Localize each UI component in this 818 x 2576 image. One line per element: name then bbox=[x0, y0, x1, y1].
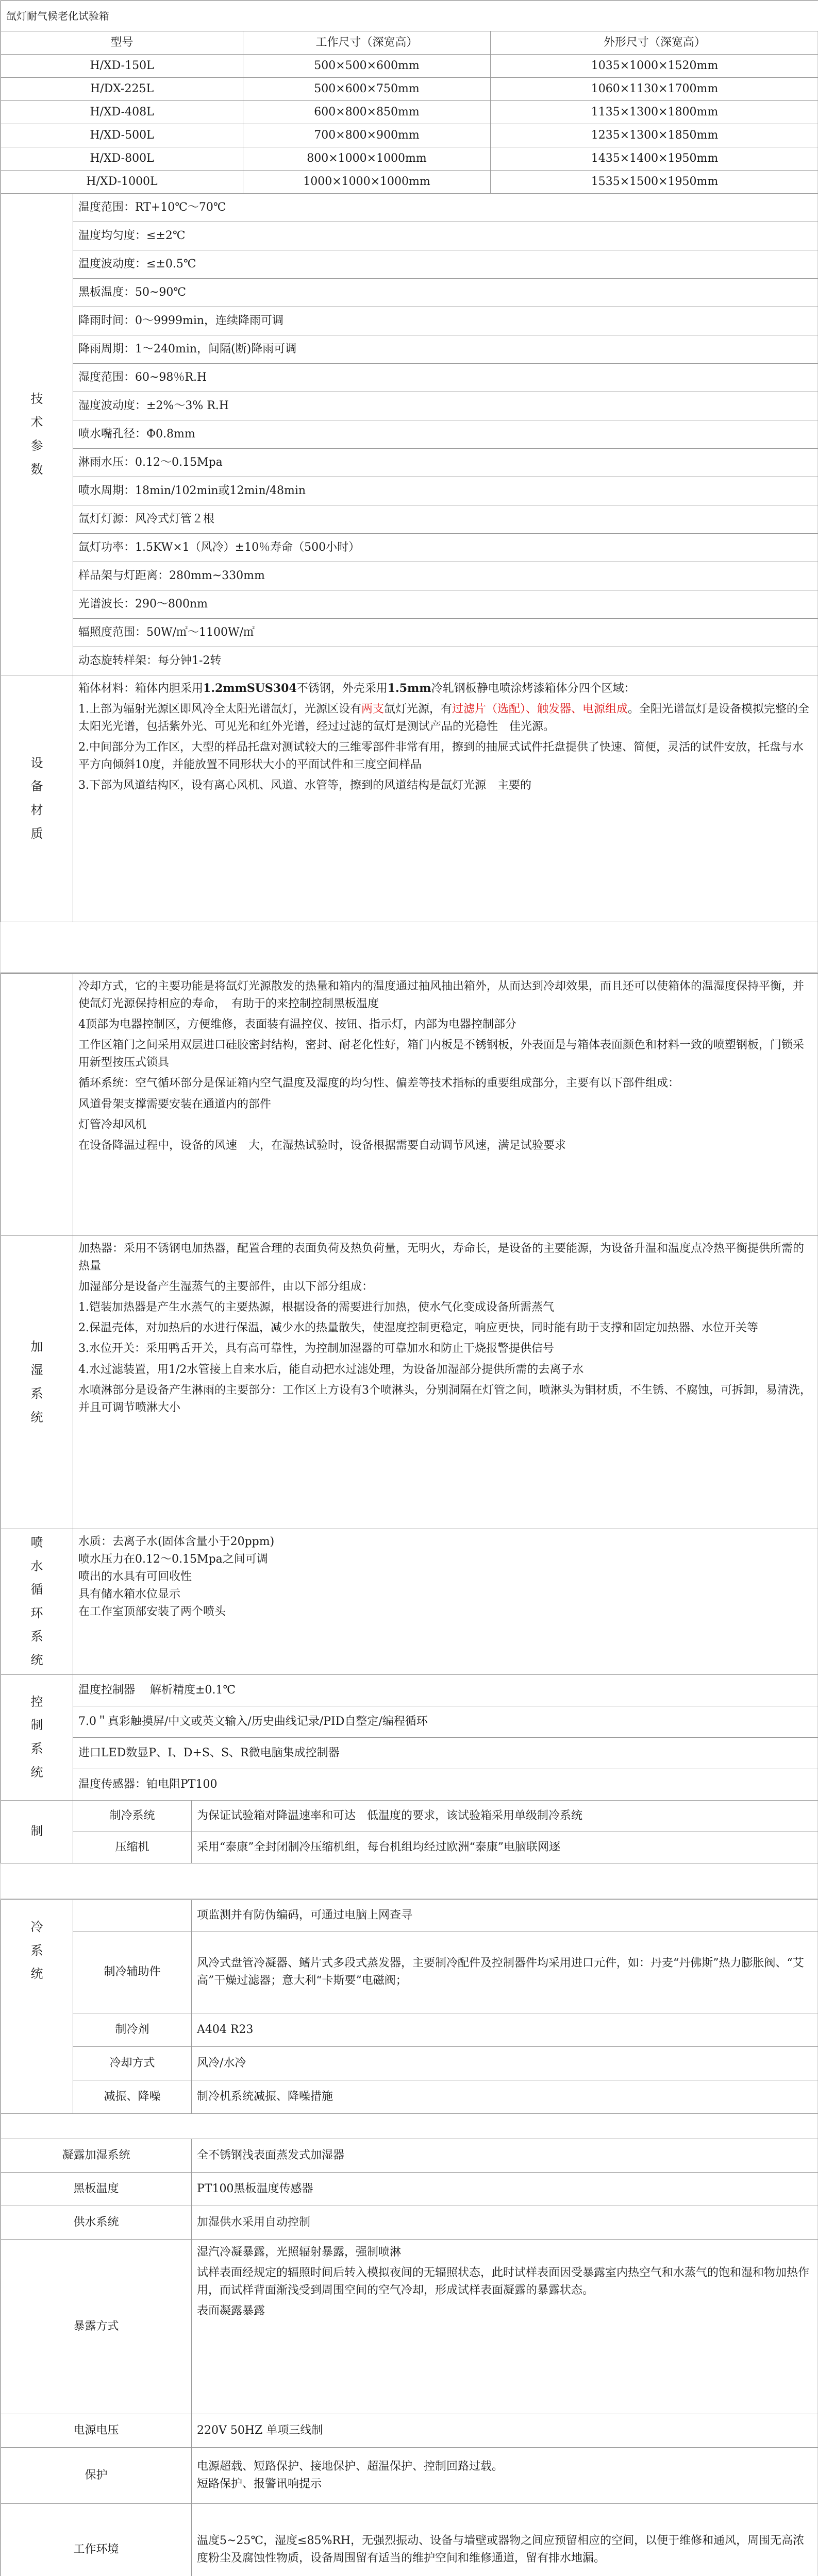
params-label-char: 术 bbox=[30, 415, 43, 430]
model-work-size: 700×800×900mm bbox=[243, 124, 491, 147]
control-line: 7.0＂真彩触摸屏/中文或英文输入/历史曲线记录/PID自整定/编程循环 bbox=[73, 1706, 818, 1737]
cool-row-label: 冷却方式 bbox=[73, 2047, 192, 2080]
spray-label-char: 水 bbox=[30, 1558, 43, 1573]
humid-para: 1.铠装加热器是产生水蒸气的主要热源，根据设备的需要进行加热，使水气化变成设备所需蒸气 bbox=[78, 1301, 554, 1314]
cooling-system-label bbox=[1, 1900, 73, 2114]
header-outer-size: 外形尺寸（深宽高） bbox=[491, 31, 818, 55]
spray-description bbox=[73, 1529, 818, 1675]
environment-label: 工作环境 bbox=[1, 2504, 192, 2576]
spec-sheet-part-3 bbox=[0, 1899, 818, 2576]
spray-line: 喷出的水具有可回收性 bbox=[78, 1570, 192, 1584]
params-table bbox=[1, 193, 818, 675]
equip-intro-text: 冷轧钢板静电喷涂烤漆箱体分四个区域： bbox=[431, 682, 636, 695]
humid-label-char: 湿 bbox=[30, 1363, 43, 1378]
cont-para: 冷却方式，它的主要功能是将氙灯光源散发的热量和箱内的温度通过抽风抽出箱外，从而达到冷却效果，而且还可以使箱体的温湿度保持平衡，并使氙灯光源保持相应的寿命， 有助于的来控制控制黑板温度 bbox=[78, 980, 805, 1011]
system-row-value: 加湿供水采用自动控制 bbox=[192, 2206, 818, 2240]
equip-para-1 bbox=[78, 701, 813, 736]
spray-label bbox=[1, 1529, 73, 1675]
humid-para: 2.保温壳体，对加热后的水进行保温，减少水的热量散失，使湿度控制更稳定，响应更快，同时能有助于支撑和固定加热器、水位开关等 bbox=[78, 1321, 758, 1335]
control-label-char: 系 bbox=[30, 1741, 43, 1756]
humid-para: 水喷淋部分是设备产生淋雨的主要部分：工作区上方设有3个喷淋头，分别洞隔在灯管之间，喷淋头为铜材质，不生锈、不腐蚀，可拆卸，易清洗，并且可调节喷淋大小 bbox=[78, 1383, 812, 1414]
control-label-char: 统 bbox=[30, 1765, 43, 1780]
spray-line: 喷水压力在0.12～0.15Mpa之间可调 bbox=[78, 1553, 268, 1566]
model-outer-size: 1435×1400×1950mm bbox=[491, 147, 818, 171]
equipment-description bbox=[73, 675, 818, 922]
cool-sys-label-char: 统 bbox=[30, 1967, 43, 1981]
params-label-char: 参 bbox=[30, 438, 43, 453]
equip-p1-text: 氙灯光源，有 bbox=[384, 703, 453, 716]
param-xenon-power: 氙灯功率：1.5KW×1（风冷）±10％寿命（500小时） bbox=[73, 534, 818, 562]
cooling-label bbox=[1, 1800, 73, 1863]
model-row bbox=[1, 78, 818, 101]
cont-para: 循环系统：空气循环部分是保证箱内空气温度及湿度的均匀性、偏差等技术指标的重要组成部分，主要有以下部件组成： bbox=[78, 1077, 680, 1090]
power-label: 电源电压 bbox=[1, 2414, 192, 2448]
cooling-row-label: 压缩机 bbox=[73, 1832, 192, 1863]
cooling-label-char: 制 bbox=[30, 1824, 43, 1839]
cool-row-value: 风冷式盘管冷凝器、鳍片式多段式蒸发器，主要制冷配件及控制器件均采用进口元件，如：丹麦“丹佛斯”热力膨胀阀、“艾高”干燥过滤器；意大利“卡斯要”电磁阀； bbox=[192, 1931, 818, 2013]
cont-para: 4顶部为电器控制区，方便维修，表面装有温控仪、按钮、指示灯，内部为电器控制部分 bbox=[78, 1018, 516, 1031]
spec-table-1 bbox=[1, 1, 818, 194]
humid-label-char: 系 bbox=[30, 1386, 43, 1401]
spacer-row bbox=[1, 2114, 818, 2139]
cool-row-value: 制冷机系统减振、降噪措施 bbox=[192, 2080, 818, 2114]
model-name: H/XD-150L bbox=[1, 55, 243, 78]
cool-row-label: 减振、降噪 bbox=[73, 2080, 192, 2114]
environment-description: 温度5~25℃，湿度≤85%RH，无强烈振动、设备与墙壁或器物之间应预留相应的空间，以便于维修和通风，周围无高浓度粉尘及腐蚀性物质，设备周围留有适当的维护空间和维修通道，留有排水地漏。 bbox=[192, 2504, 818, 2576]
model-name: H/XD-408L bbox=[1, 101, 243, 124]
system-row-value: PT100黑板温度传感器 bbox=[192, 2173, 818, 2206]
spray-label-char: 统 bbox=[30, 1652, 43, 1667]
model-work-size: 800×1000×1000mm bbox=[243, 147, 491, 171]
params-label-char: 数 bbox=[30, 462, 43, 477]
param-rain-cycle: 降雨周期：1～240min，间隔(断)降雨可调 bbox=[73, 335, 818, 364]
spec-table-3 bbox=[1, 1900, 818, 2576]
equip-p1-text: 1.上部为辐射光源区即风冷全太阳光谱氙灯，光源区设有 bbox=[78, 703, 361, 716]
param-temp-range: 温度范围：RT+10℃～70℃ bbox=[73, 194, 818, 222]
title-row bbox=[1, 1, 818, 31]
spray-label-char: 环 bbox=[30, 1605, 43, 1620]
spray-label-char: 循 bbox=[30, 1582, 43, 1597]
product-title: 氙灯耐气候老化试验箱 bbox=[1, 1, 818, 31]
param-rotating-rack: 动态旋转样架：每分钟1-2转 bbox=[73, 647, 818, 675]
equip-intro-bold: 1.2mmSUS304 bbox=[203, 682, 297, 695]
cool-sys-label-char: 冷 bbox=[30, 1920, 43, 1934]
equip-intro-bold: 1.5mm bbox=[387, 682, 431, 695]
equipment-continued bbox=[73, 974, 818, 1236]
param-humidity-range: 湿度范围：60~98％R.H bbox=[73, 364, 818, 392]
model-outer-size: 1035×1000×1520mm bbox=[491, 55, 818, 78]
param-xenon-source: 氙灯灯源：风冷式灯管２根 bbox=[73, 505, 818, 534]
spray-line: 具有储水箱水位显示 bbox=[78, 1588, 181, 1601]
equip-label-char: 质 bbox=[30, 826, 43, 841]
system-row-label: 黑板温度 bbox=[1, 2173, 192, 2206]
cool-row-label: 制冷剂 bbox=[73, 2013, 192, 2047]
cooling-row-label: 制冷系统 bbox=[73, 1800, 192, 1832]
model-work-size: 600×800×850mm bbox=[243, 101, 491, 124]
control-line: 温度传感器：铂电阻PT100 bbox=[73, 1769, 818, 1800]
spec-sheet-part-2 bbox=[0, 973, 818, 1899]
param-irradiance: 辐照度范围：50W/㎡～1100W/㎡ bbox=[73, 619, 818, 647]
param-nozzle-diameter: 喷水嘴孔径：Φ0.8mm bbox=[73, 420, 818, 449]
cool-top-text: 项监测并有防伪编码，可通过电脑上网查寻 bbox=[192, 1900, 818, 1931]
humidify-description bbox=[73, 1236, 818, 1529]
equip-para-2: 2.中间部分为工作区，大型的样品托盘对测试较大的三维零部件非常有用，擦到的抽屉式试件托盘提供了快速、简便，灵活的试件安放，托盘与水平方向倾斜10度，并能放置不同形状大小的平面试件和三度空间样品 bbox=[78, 741, 804, 772]
param-rain-pressure: 淋雨水压：0.12～0.15Mpa bbox=[73, 449, 818, 477]
model-name: H/XD-1000L bbox=[1, 171, 243, 194]
header-work-size: 工作尺寸（深宽高） bbox=[243, 31, 491, 55]
cont-para: 风道骨架支撑需要安装在通道内的部件 bbox=[78, 1097, 272, 1111]
param-blackboard-temp: 黑板温度：50~90℃ bbox=[73, 279, 818, 307]
model-row bbox=[1, 171, 818, 194]
params-label-char: 技 bbox=[30, 391, 43, 406]
protection-label: 保护 bbox=[1, 2448, 192, 2504]
param-spray-cycle: 喷水周期：18min/102min或12min/48min bbox=[73, 477, 818, 505]
control-line: 进口LED数显P、I、D+S、S、R微电脑集成控制器 bbox=[73, 1737, 818, 1769]
protection-description bbox=[192, 2448, 818, 2504]
equip-label-char: 设 bbox=[30, 755, 43, 770]
spray-label-char: 喷 bbox=[30, 1535, 43, 1550]
humidify-label bbox=[1, 1236, 73, 1529]
cool-row-value: 风冷/水冷 bbox=[192, 2047, 818, 2080]
param-humidity-fluctuation: 湿度波动度：±2%～3% R.H bbox=[73, 392, 818, 420]
equip-para-3: 3.下部为风道结构区，设有离心风机、风道、水管等，擦到的风道结构是氙灯光源 主要的 bbox=[78, 779, 531, 792]
param-temp-uniformity: 温度均匀度：≤±2℃ bbox=[73, 222, 818, 250]
model-work-size: 1000×1000×1000mm bbox=[243, 171, 491, 194]
param-rain-time: 降雨时间：0～9999min，连续降雨可调 bbox=[73, 307, 818, 335]
cool-sys-label-char: 系 bbox=[30, 1943, 43, 1958]
humid-para: 3.水位开关：采用鸭舌开关，具有高可靠性，为控制加湿器的可靠加水和防止干烧报警提供信号 bbox=[78, 1342, 554, 1355]
spray-line: 在工作室顶部安装了两个喷头 bbox=[78, 1605, 226, 1619]
cool-row-label: 制冷辅助件 bbox=[73, 1931, 192, 2013]
exposure-line: 试样表面经规定的辐照时间后转入模拟夜间的无辐照状态，此时试样表面因受暴露室内热空气和水蒸气的饱和湿和物加热作用，而试样背面渐浅受到周围空间的空气冷却，形成试样表面凝露的暴露状态。 bbox=[197, 2266, 810, 2297]
equip-label-char: 备 bbox=[30, 779, 43, 794]
exposure-description bbox=[192, 2240, 818, 2414]
cont-label-cell bbox=[1, 974, 73, 1236]
humid-label-char: 统 bbox=[30, 1410, 43, 1425]
model-outer-size: 1535×1500×1950mm bbox=[491, 171, 818, 194]
equip-intro-text: 不锈钢，外壳采用 bbox=[296, 682, 388, 695]
equip-intro bbox=[78, 680, 813, 698]
humid-para: 加热器：采用不锈钢电加热器，配置合理的表面负荷及热负荷量，无明火，寿命长，是设备的主要能源，为设备升温和温度点冷热平衡提供所需的热量 bbox=[78, 1242, 805, 1273]
equip-label-char: 材 bbox=[30, 803, 43, 817]
power-value: 220V 50HZ 单项三线制 bbox=[192, 2414, 818, 2448]
system-row-label: 凝露加湿系统 bbox=[1, 2139, 192, 2173]
model-row bbox=[1, 55, 818, 78]
cool-row-value: A404 R23 bbox=[192, 2013, 818, 2047]
equipment-material-table bbox=[1, 675, 818, 922]
model-name: H/XD-800L bbox=[1, 147, 243, 171]
cont-para: 灯管冷却风机 bbox=[78, 1118, 147, 1131]
equip-intro-text: 箱体材料：箱体内胆采用 bbox=[78, 682, 204, 695]
exposure-label: 暴露方式 bbox=[1, 2240, 192, 2414]
control-label-char: 制 bbox=[30, 1718, 43, 1733]
system-row-label: 供水系统 bbox=[1, 2206, 192, 2240]
model-name: H/XD-500L bbox=[1, 124, 243, 147]
equip-p1-text: 。全阳光谱氙灯是设备模拟完整的全太阳光光谱，包括紫外光、可见光和红外光谱，经过过滤的氙灯是测试产品的光稳性 佳光源。 bbox=[78, 703, 810, 734]
cooling-row-value: 为保证试验箱对降温速率和可达 低温度的要求，该试验箱采用单级制冷系统 bbox=[192, 1800, 818, 1832]
equip-p1-highlight: 两支 bbox=[361, 703, 385, 716]
control-line: 温度控制器 解析精度±0.1℃ bbox=[73, 1674, 818, 1706]
params-label bbox=[1, 194, 73, 675]
model-row bbox=[1, 124, 818, 147]
exposure-line: 表面凝露暴露 bbox=[197, 2304, 265, 2318]
param-spectrum: 光谱波长：290～800nm bbox=[73, 590, 818, 619]
model-name: H/DX-225L bbox=[1, 78, 243, 101]
param-row bbox=[1, 194, 818, 222]
model-row bbox=[1, 101, 818, 124]
humid-label-char: 加 bbox=[30, 1339, 43, 1354]
cont-para: 工作区箱门之间采用双层进口硅胶密封结构，密封、耐老化性好，箱门内板是不锈钢板，外表面是与箱体表面颜色和材料一致的喷塑钢板，门锁采用新型按压式锁具 bbox=[78, 1039, 805, 1070]
header-model: 型号 bbox=[1, 31, 243, 55]
model-row bbox=[1, 147, 818, 171]
exposure-line: 湿汽冷凝暴露，光照辐射暴露，强制喷淋 bbox=[197, 2246, 402, 2259]
control-label-char: 控 bbox=[30, 1694, 43, 1709]
spec-table-2 bbox=[1, 973, 818, 1863]
spray-label-char: 系 bbox=[30, 1629, 43, 1644]
system-row-value: 全不锈钢浅表面蒸发式加湿器 bbox=[192, 2139, 818, 2173]
model-outer-size: 1235×1300×1850mm bbox=[491, 124, 818, 147]
humid-para: 加湿部分是设备产生湿蒸气的主要部件，由以下部分组成： bbox=[78, 1280, 374, 1294]
spray-line: 水质：去离子水(固体含量小于20ppm) bbox=[78, 1535, 275, 1548]
param-sample-distance: 样品架与灯距离：280mm~330mm bbox=[73, 562, 818, 590]
model-work-size: 500×600×750mm bbox=[243, 78, 491, 101]
protection-line: 短路保护、报警讯响提示 bbox=[197, 2478, 322, 2490]
control-label bbox=[1, 1674, 73, 1800]
equipment-label bbox=[1, 675, 73, 922]
humid-para: 4.水过滤装置，用1/2水管接上自来水后，能自动把水过滤处理，为设备加湿部分提供所需的去离子水 bbox=[78, 1363, 584, 1376]
cool-top-spacer bbox=[73, 1900, 192, 1931]
model-header-row bbox=[1, 31, 818, 55]
model-work-size: 500×500×600mm bbox=[243, 55, 491, 78]
cont-para: 在设备降温过程中，设备的风速 大，在湿热试验时，设备根据需要自动调节风速，满足试验要求 bbox=[78, 1139, 566, 1152]
model-outer-size: 1060×1130×1700mm bbox=[491, 78, 818, 101]
model-outer-size: 1135×1300×1800mm bbox=[491, 101, 818, 124]
equip-p1-highlight: 过滤片（选配）、触发器、电源组成 bbox=[452, 703, 628, 716]
protection-line: 电源超载、短路保护、接地保护、超温保护、控制回路过载。 bbox=[197, 2460, 504, 2473]
cooling-row-value: 采用“泰康”全封闭制冷压缩机组，每台机组均经过欧洲“泰康”电脑联网逐 bbox=[192, 1832, 818, 1863]
param-temp-fluctuation: 温度波动度：≤±0.5℃ bbox=[73, 250, 818, 279]
spec-sheet-part-1 bbox=[0, 0, 818, 973]
